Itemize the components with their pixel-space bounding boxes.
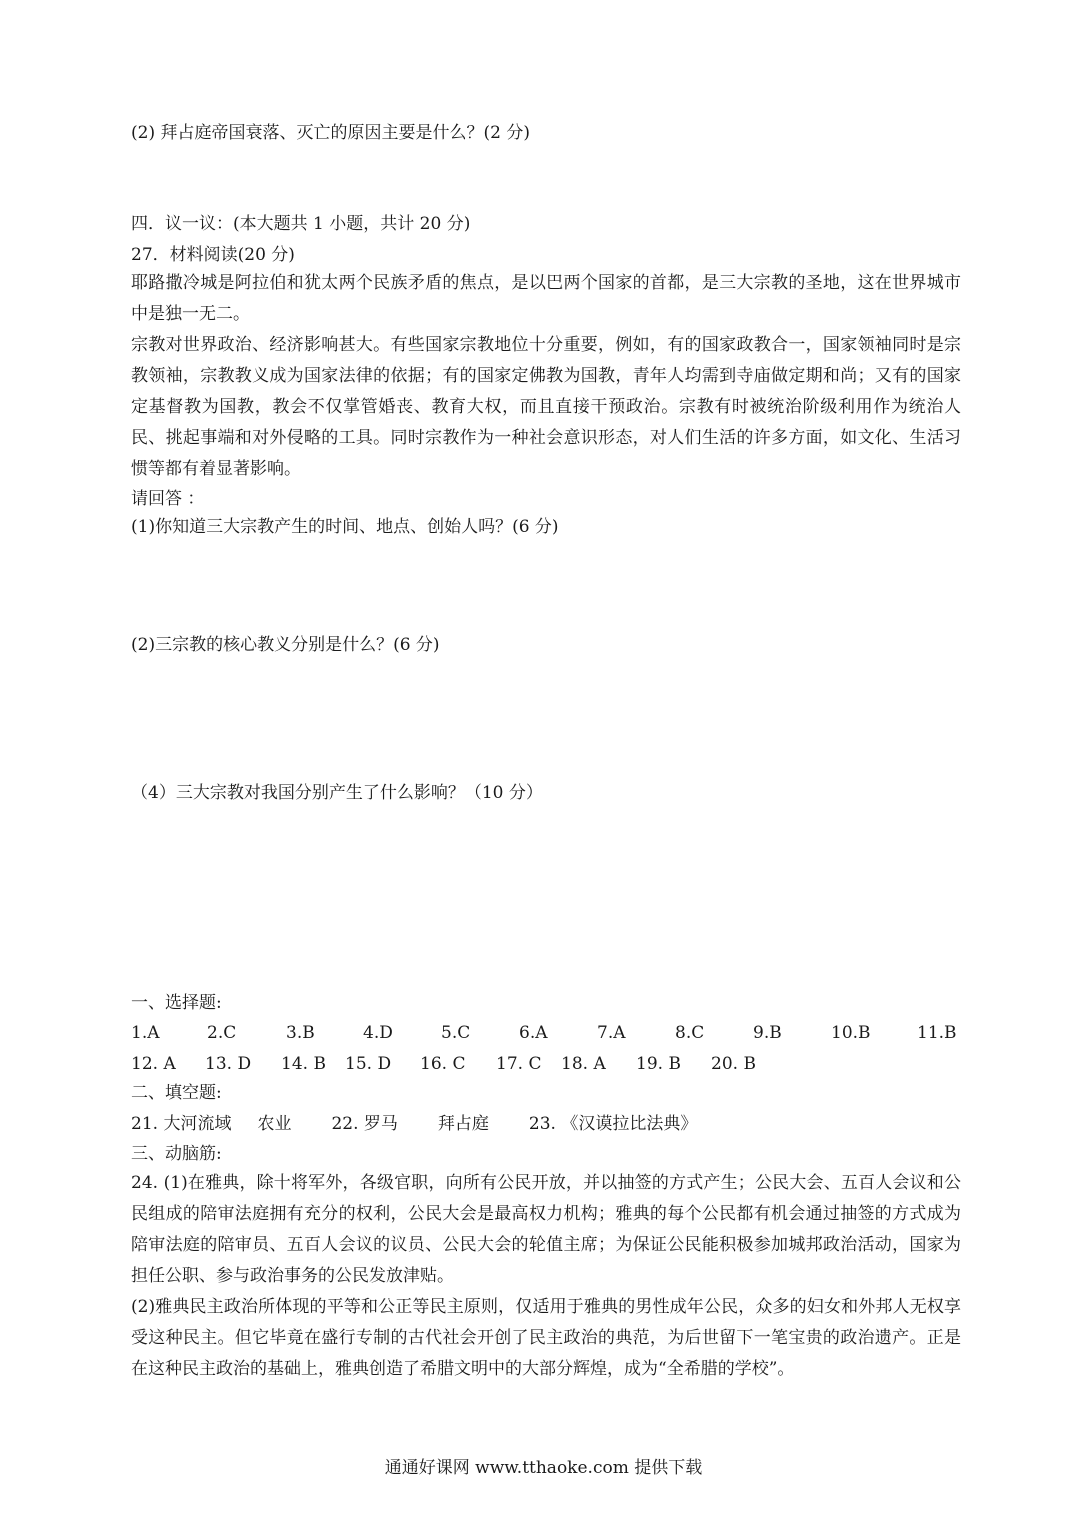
choice-answer: 19. B [636, 1054, 681, 1074]
choice-answer: 12. A [131, 1054, 176, 1074]
question-26-2: (2) 拜占庭帝国衰落、灭亡的原因主要是什么？(2 分) [131, 123, 530, 143]
question-27-4: （4）三大宗教对我国分别产生了什么影响？（10 分） [131, 783, 543, 803]
choice-answer: 6.A [519, 1023, 548, 1043]
choice-answer: 11.B [917, 1023, 957, 1043]
question-27-title: 27．材料阅读(20 分) [131, 245, 295, 265]
choice-answer: 1.A [131, 1023, 160, 1043]
choice-answer: 5.C [441, 1023, 471, 1043]
fill-answer: 22. 罗马 [331, 1114, 398, 1134]
choice-answer: 8.C [675, 1023, 705, 1043]
answers-section-2-title: 二、填空题: [131, 1083, 222, 1103]
choice-answer: 20. B [711, 1054, 756, 1074]
answer-24-1: 24. (1)在雅典，除十将军外，各级官职，向所有公民开放，并以抽签的方式产生；公民大会、五百人会议和公民组成的陪审法庭拥有充分的权利，公民大会是最高权力机构；雅典的每个公民都有机会通过抽签的方式成为陪审法庭的陪审员、五百人会议的议员、公民大会的轮值主席；为保证公民能积极参加城邦政治活动，国家为担任公职、参与政治事务的公民发放津贴。 [131, 1173, 961, 1286]
fill-answer: 23. 《汉谟拉比法典》 [528, 1114, 698, 1134]
answer-prompt: 请回答 ： [131, 489, 205, 509]
answer-24-2: (2)雅典民主政治所体现的平等和公正等民主原则，仅适用于雅典的男性成年公民，众多的妇女和外邦人无权享受这种民主。但它毕竟在盛行专制的古代社会开创了民主政治的典范，为后世留下一笔宝贵的政治遗产。正是在这种民主政治的基础上，雅典创造了希腊文明中的大部分辉煌，成为“全希腊的学校”。 [131, 1297, 961, 1379]
choice-answer: 7.A [597, 1023, 626, 1043]
question-27-2: (2)三宗教的核心教义分别是什么？(6 分) [131, 635, 440, 655]
choice-answer: 17. C [496, 1054, 542, 1074]
choice-answer: 14. B [281, 1054, 326, 1074]
material-paragraph-1: 耶路撒冷城是阿拉伯和犹太两个民族矛盾的焦点，是以巴两个国家的首都，是三大宗教的圣地，这在世界城市中是独一无二。 [131, 273, 961, 324]
choice-answer: 4.D [363, 1023, 393, 1043]
fill-answer: 拜占庭 [437, 1114, 489, 1134]
answers-section-3-title: 三、动脑筋: [131, 1144, 222, 1164]
material-paragraph-2: 宗教对世界政治、经济影响甚大。有些国家宗教地位十分重要，例如，有的国家政教合一，国家领袖同时是宗教领袖，宗教教义成为国家法律的依据；有的国家定佛教为国教，青年人均需到寺庙做定期和尚；又有的国家定基督教为国教，教会不仅掌管婚丧、教育大权，而且直接干预政治。宗教有时被统治阶级利用作为统治人民、挑起事端和对外侵略的工具。同时宗教作为一种社会意识形态，对人们生活的许多方面，如文化、生活习惯等都有着显著影响。 [131, 335, 961, 479]
fill-blank-answers [131, 1113, 961, 1135]
choice-answer: 3.B [286, 1023, 315, 1043]
fill-answer: 农业 [257, 1114, 292, 1134]
section-4-heading: 四．议一议：(本大题共 1 小题，共计 20 分) [131, 214, 471, 234]
question-27-1: (1)你知道三大宗教产生的时间、地点、创始人吗？(6 分) [131, 517, 559, 537]
choice-answer: 16. C [420, 1054, 466, 1074]
page-footer: 通通好课网 www.tthaoke.com 提供下载 [384, 1458, 703, 1478]
choice-answer: 18. A [561, 1054, 606, 1074]
choice-answer: 9.B [753, 1023, 782, 1043]
choice-answer: 15. D [345, 1054, 392, 1074]
fill-answer: 21. 大河流域 [131, 1114, 232, 1134]
answers-section-1-title: 一、选择题: [131, 993, 222, 1013]
choice-answer: 13. D [205, 1054, 252, 1074]
choice-answer: 10.B [831, 1023, 871, 1043]
choice-answer: 2.C [207, 1023, 237, 1043]
